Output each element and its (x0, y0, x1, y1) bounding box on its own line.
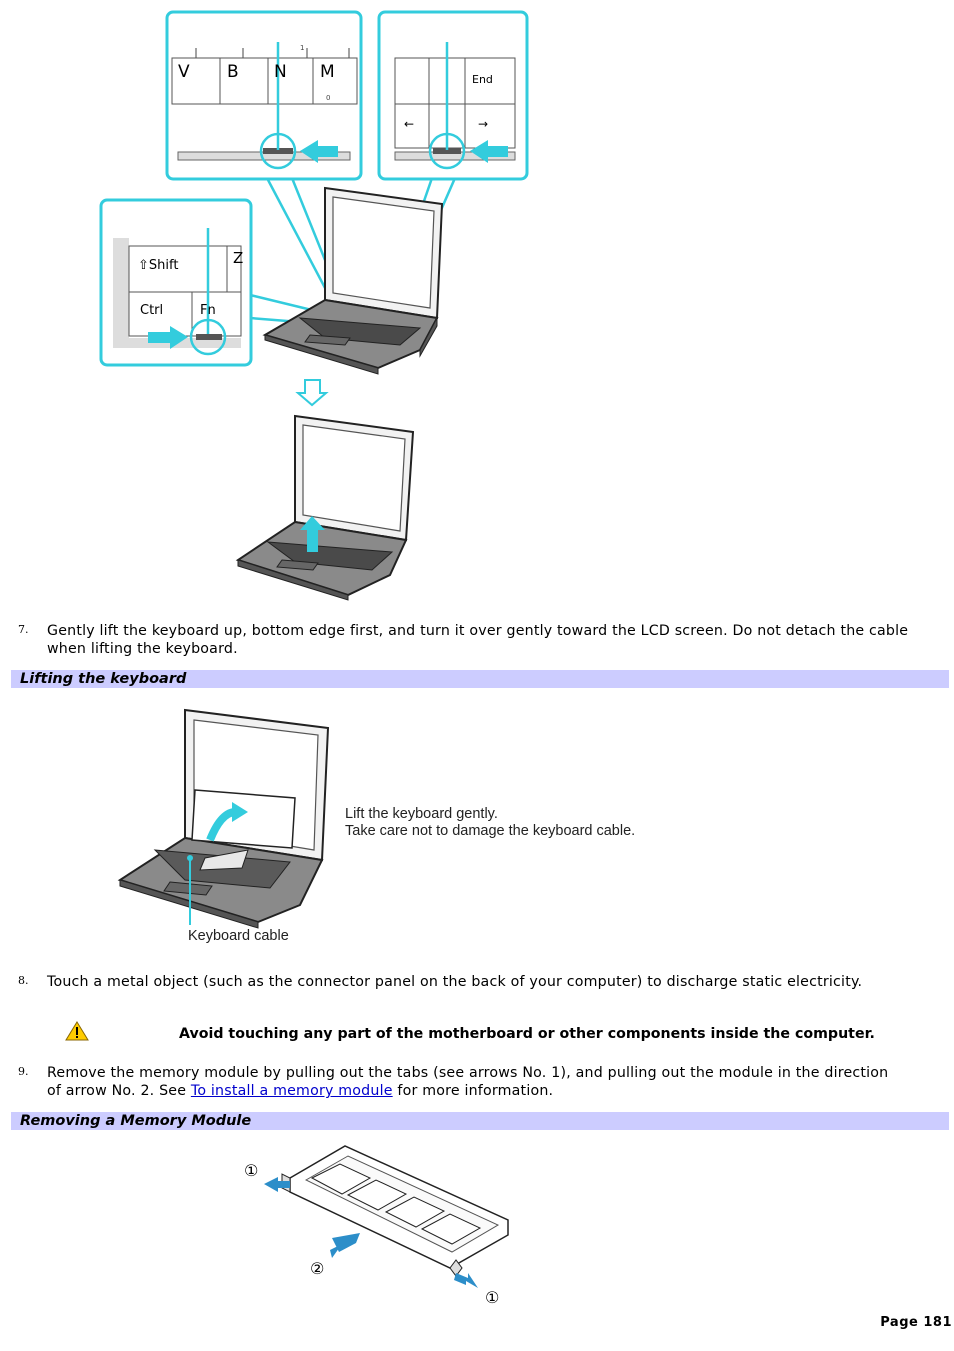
step-9-text-before: Remove the memory module by pulling out the tabs (see arrows No. 1), and pulling out the module in the direction of arrow No. 2. See (47, 1065, 889, 1099)
laptop-illustration-1 (265, 188, 442, 374)
key-ctrl: Ctrl (140, 303, 164, 318)
svg-text:←: ← (404, 117, 415, 131)
key-m: M (320, 62, 335, 82)
step-7-number: 7. (18, 623, 29, 636)
page-number: Page 181 (880, 1315, 952, 1330)
key-b: B (227, 62, 239, 82)
section-title: Lifting the keyboard (20, 671, 187, 687)
key-top-mark: 1 (300, 44, 305, 52)
memory-label-1-bottom: ① (485, 1288, 500, 1307)
step-7-text: Gently lift the keyboard up, bottom edge first, and turn it over gently toward the LCD screen. Do not detach the cable when lifting the keyboard. (47, 623, 909, 657)
callout-top-left (167, 12, 361, 179)
section-header-removing-memory (11, 1112, 949, 1130)
keyboard-cable-label: Keyboard cable (188, 928, 289, 944)
step-9-text (47, 1064, 907, 1100)
key-end: End (472, 73, 493, 86)
key-z: Z (233, 249, 244, 267)
section-header-lifting-keyboard (11, 670, 949, 688)
step-8-number: 8. (18, 974, 29, 987)
step-9-number: 9. (18, 1065, 29, 1078)
lift-caption-line1: Lift the keyboard gently. (345, 806, 498, 822)
memory-label-1-top: ① (244, 1161, 259, 1180)
callout-bottom-left (101, 200, 251, 365)
lift-caption-line2: Take care not to damage the keyboard cable. (345, 823, 636, 839)
laptop-illustration-2 (238, 416, 413, 600)
down-arrow-icon (298, 380, 326, 405)
key-n: N (274, 62, 287, 82)
step-9-text-after: for more information. (397, 1083, 554, 1099)
caution-text: Avoid touching any part of the motherboard or other components inside the computer. (179, 1026, 875, 1042)
key-m-sublabel: 0 (326, 94, 331, 102)
section-title: Removing a Memory Module (20, 1113, 252, 1129)
callout-top-right (379, 12, 527, 179)
key-fn: Fn (200, 303, 216, 318)
lifting-keyboard-figure (110, 700, 340, 940)
key-v: V (178, 62, 190, 82)
svg-text:→: → (478, 117, 489, 131)
warning-icon (65, 1021, 89, 1041)
memory-label-2: ② (310, 1259, 325, 1278)
key-shift: ⇧Shift (138, 258, 179, 273)
install-memory-link[interactable]: To install a memory module (190, 1083, 393, 1099)
step-8-text: Touch a metal object (such as the connector panel on the back of your computer) to discharge static electricity. (47, 974, 863, 990)
